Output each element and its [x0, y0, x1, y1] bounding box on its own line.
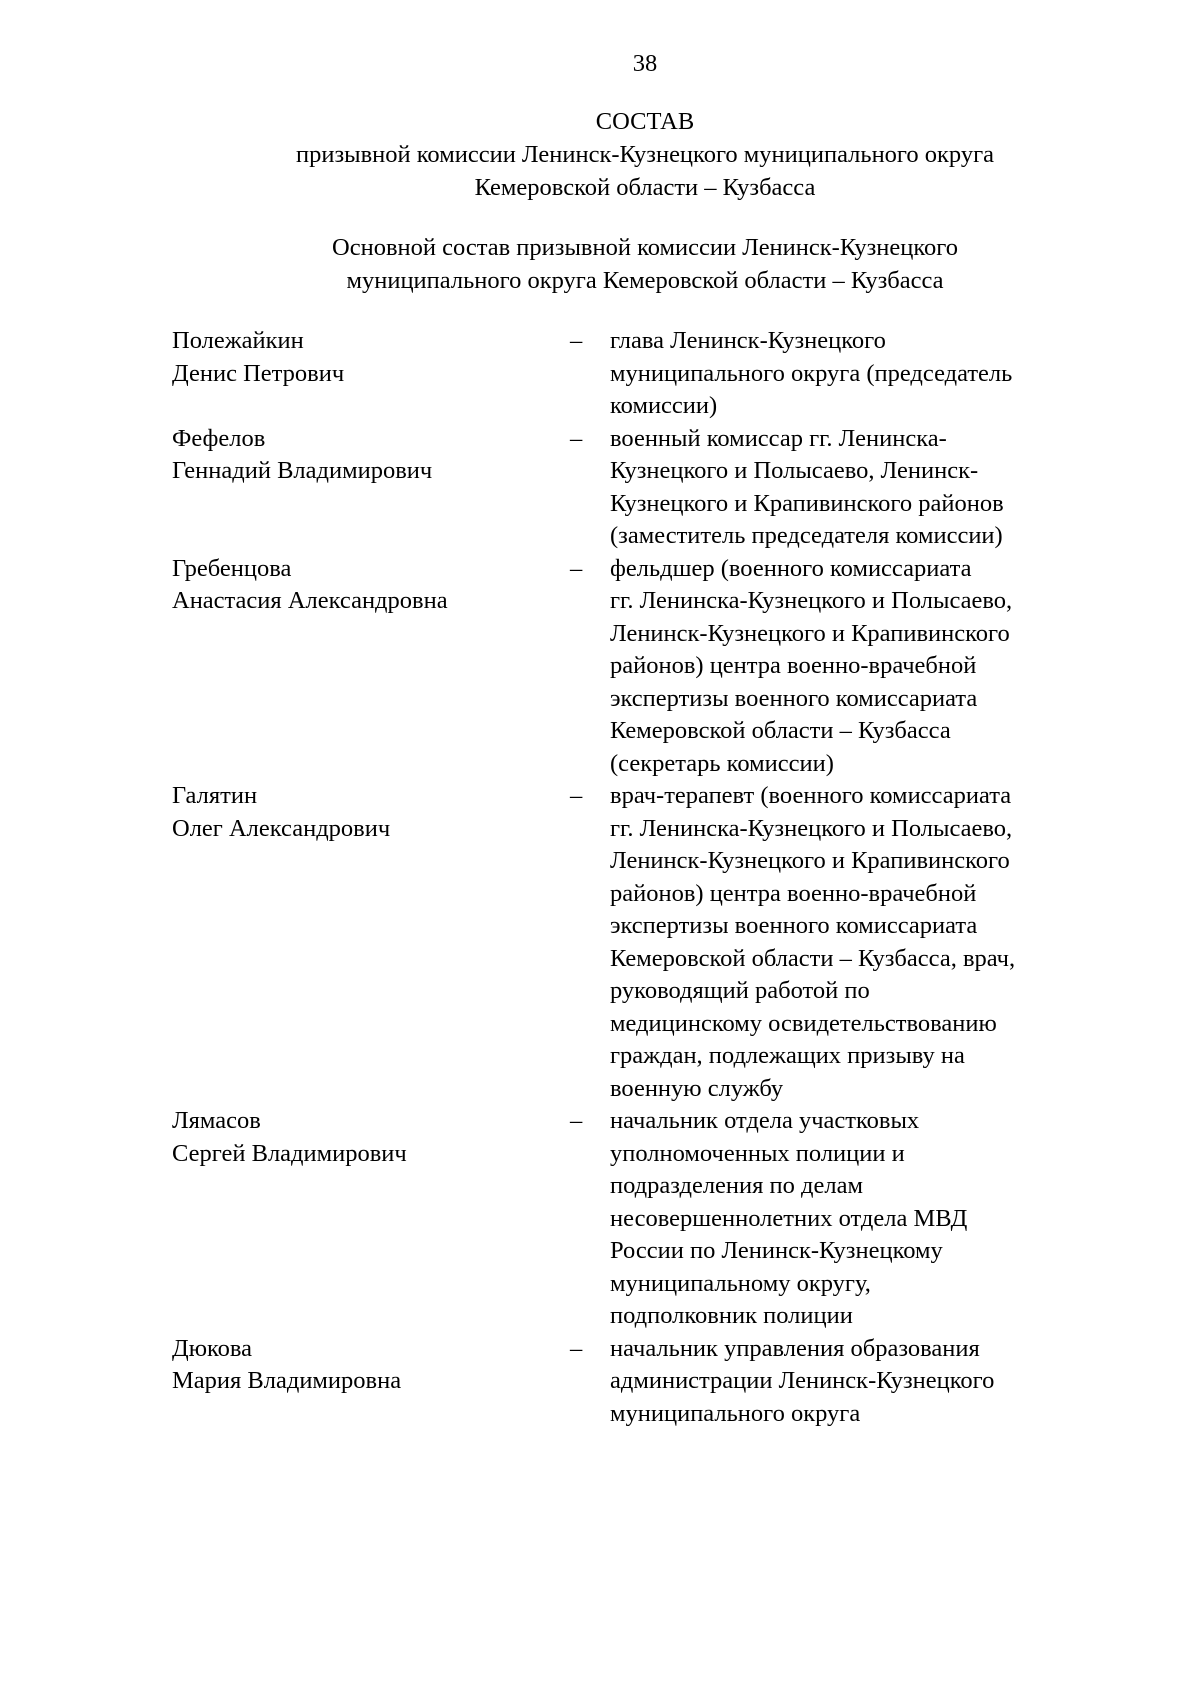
member-name — [172, 553, 570, 618]
member-name — [172, 423, 570, 488]
member-surname: Полежайкин — [172, 327, 304, 354]
member-surname: Дюкова — [172, 1334, 253, 1362]
member-role — [610, 325, 1112, 423]
members-list — [172, 325, 1112, 1430]
member-given-names: Денис Петрович — [172, 359, 345, 387]
member-role-line: военную службу — [610, 1074, 784, 1102]
member-role-line: администрации Ленинск-Кузнецкого — [610, 1367, 995, 1394]
member-role-line: фельдшер (военного комиссариата — [610, 554, 972, 582]
member-role — [610, 1333, 1112, 1431]
member-entry — [172, 325, 1112, 423]
member-dash: – — [570, 554, 583, 582]
member-role-line: районов) центра военно-врачебной — [610, 652, 977, 679]
member-role-line: Кузнецкого и Крапивинского районов — [610, 489, 1004, 517]
member-entry — [172, 1333, 1112, 1431]
document-subtitle — [0, 139, 1200, 204]
member-role-line: Ленинск-Кузнецкого и Крапивинского — [610, 847, 1010, 874]
member-role-line: начальник управления образования — [610, 1334, 980, 1362]
member-role-line: подполковник полиции — [610, 1302, 853, 1329]
member-given-names: Мария Владимировна — [172, 1367, 402, 1394]
member-given-names: Сергей Владимирович — [172, 1139, 407, 1167]
member-role — [610, 553, 1112, 781]
member-role-line: муниципального округа — [610, 1399, 861, 1427]
member-entry — [172, 423, 1112, 553]
member-dash: – — [570, 782, 583, 809]
page-number: 38 — [632, 50, 658, 77]
member-entry — [172, 780, 1112, 1105]
section-heading-line: Основной состав призывной комиссии Ленинск-Кузнецкого — [332, 234, 958, 261]
member-role-line: Кемеровской области – Кузбасса, врач, — [610, 944, 1016, 972]
member-surname: Фефелов — [172, 424, 266, 452]
member-role-line: подразделения по делам — [610, 1172, 863, 1199]
member-role — [610, 780, 1112, 1105]
member-role-line: граждан, подлежащих призыву на — [610, 1042, 965, 1069]
member-given-names: Олег Александрович — [172, 814, 391, 842]
member-role-line: военный комиссар гг. Ленинска- — [610, 424, 947, 452]
member-role-line: экспертизы военного комиссариата — [610, 912, 978, 939]
member-role-line: руководящий работой по — [610, 977, 870, 1004]
member-role-line: уполномоченных полиции и — [610, 1139, 905, 1167]
member-role-line: начальник отдела участковых — [610, 1107, 920, 1134]
member-role-line: глава Ленинск-Кузнецкого — [610, 327, 886, 354]
member-role-line: (заместитель председателя комиссии) — [610, 522, 1003, 549]
member-role-line: гг. Ленинска-Кузнецкого и Полысаево, — [610, 814, 1013, 842]
section-heading-line: муниципального округа Кемеровской области – Кузбасса — [346, 266, 944, 294]
member-role-line: муниципальному округу, — [610, 1269, 871, 1297]
member-name — [172, 1105, 570, 1170]
member-role — [610, 423, 1112, 553]
member-role-line: районов) центра военно-врачебной — [610, 879, 977, 907]
member-role-line: Кемеровской области – Кузбасса — [610, 717, 951, 744]
member-role-line: гг. Ленинска-Кузнецкого и Полысаево, — [610, 587, 1013, 614]
section-heading — [0, 232, 1200, 297]
member-role — [610, 1105, 1112, 1333]
member-dash: – — [570, 327, 583, 354]
member-dash: – — [570, 1107, 583, 1134]
member-role-line: муниципального округа (председатель — [610, 359, 1013, 387]
member-given-names: Геннадий Владимирович — [172, 457, 433, 484]
member-role-line: Ленинск-Кузнецкого и Крапивинского — [610, 619, 1010, 647]
document-subtitle-line: призывной комиссии Ленинск-Кузнецкого муниципального округа — [296, 141, 994, 168]
member-entry — [172, 553, 1112, 781]
member-dash: – — [570, 1334, 583, 1362]
member-entry — [172, 1105, 1112, 1333]
member-role-line: несовершеннолетних отдела МВД — [610, 1204, 968, 1232]
member-role-line: Кузнецкого и Полысаево, Ленинск- — [610, 457, 979, 484]
member-role-line: (секретарь комиссии) — [610, 749, 834, 777]
member-name — [172, 325, 570, 390]
member-role-line: России по Ленинск-Кузнецкому — [610, 1237, 943, 1264]
member-surname: Гребенцова — [172, 554, 292, 582]
member-name — [172, 780, 570, 845]
member-name — [172, 1333, 570, 1398]
member-surname: Галятин — [172, 782, 258, 809]
member-role-line: медицинскому освидетельствованию — [610, 1009, 997, 1037]
member-role-line: экспертизы военного комиссариата — [610, 684, 978, 712]
member-surname: Лямасов — [172, 1107, 261, 1134]
document-title: СОСТАВ — [595, 108, 695, 135]
document-subtitle-line: Кемеровской области – Кузбасса — [474, 173, 816, 201]
member-role-line: врач-терапевт (военного комиссариата — [610, 782, 1012, 809]
member-dash: – — [570, 424, 583, 452]
member-role-line: комиссии) — [610, 392, 718, 419]
member-given-names: Анастасия Александровна — [172, 587, 448, 614]
